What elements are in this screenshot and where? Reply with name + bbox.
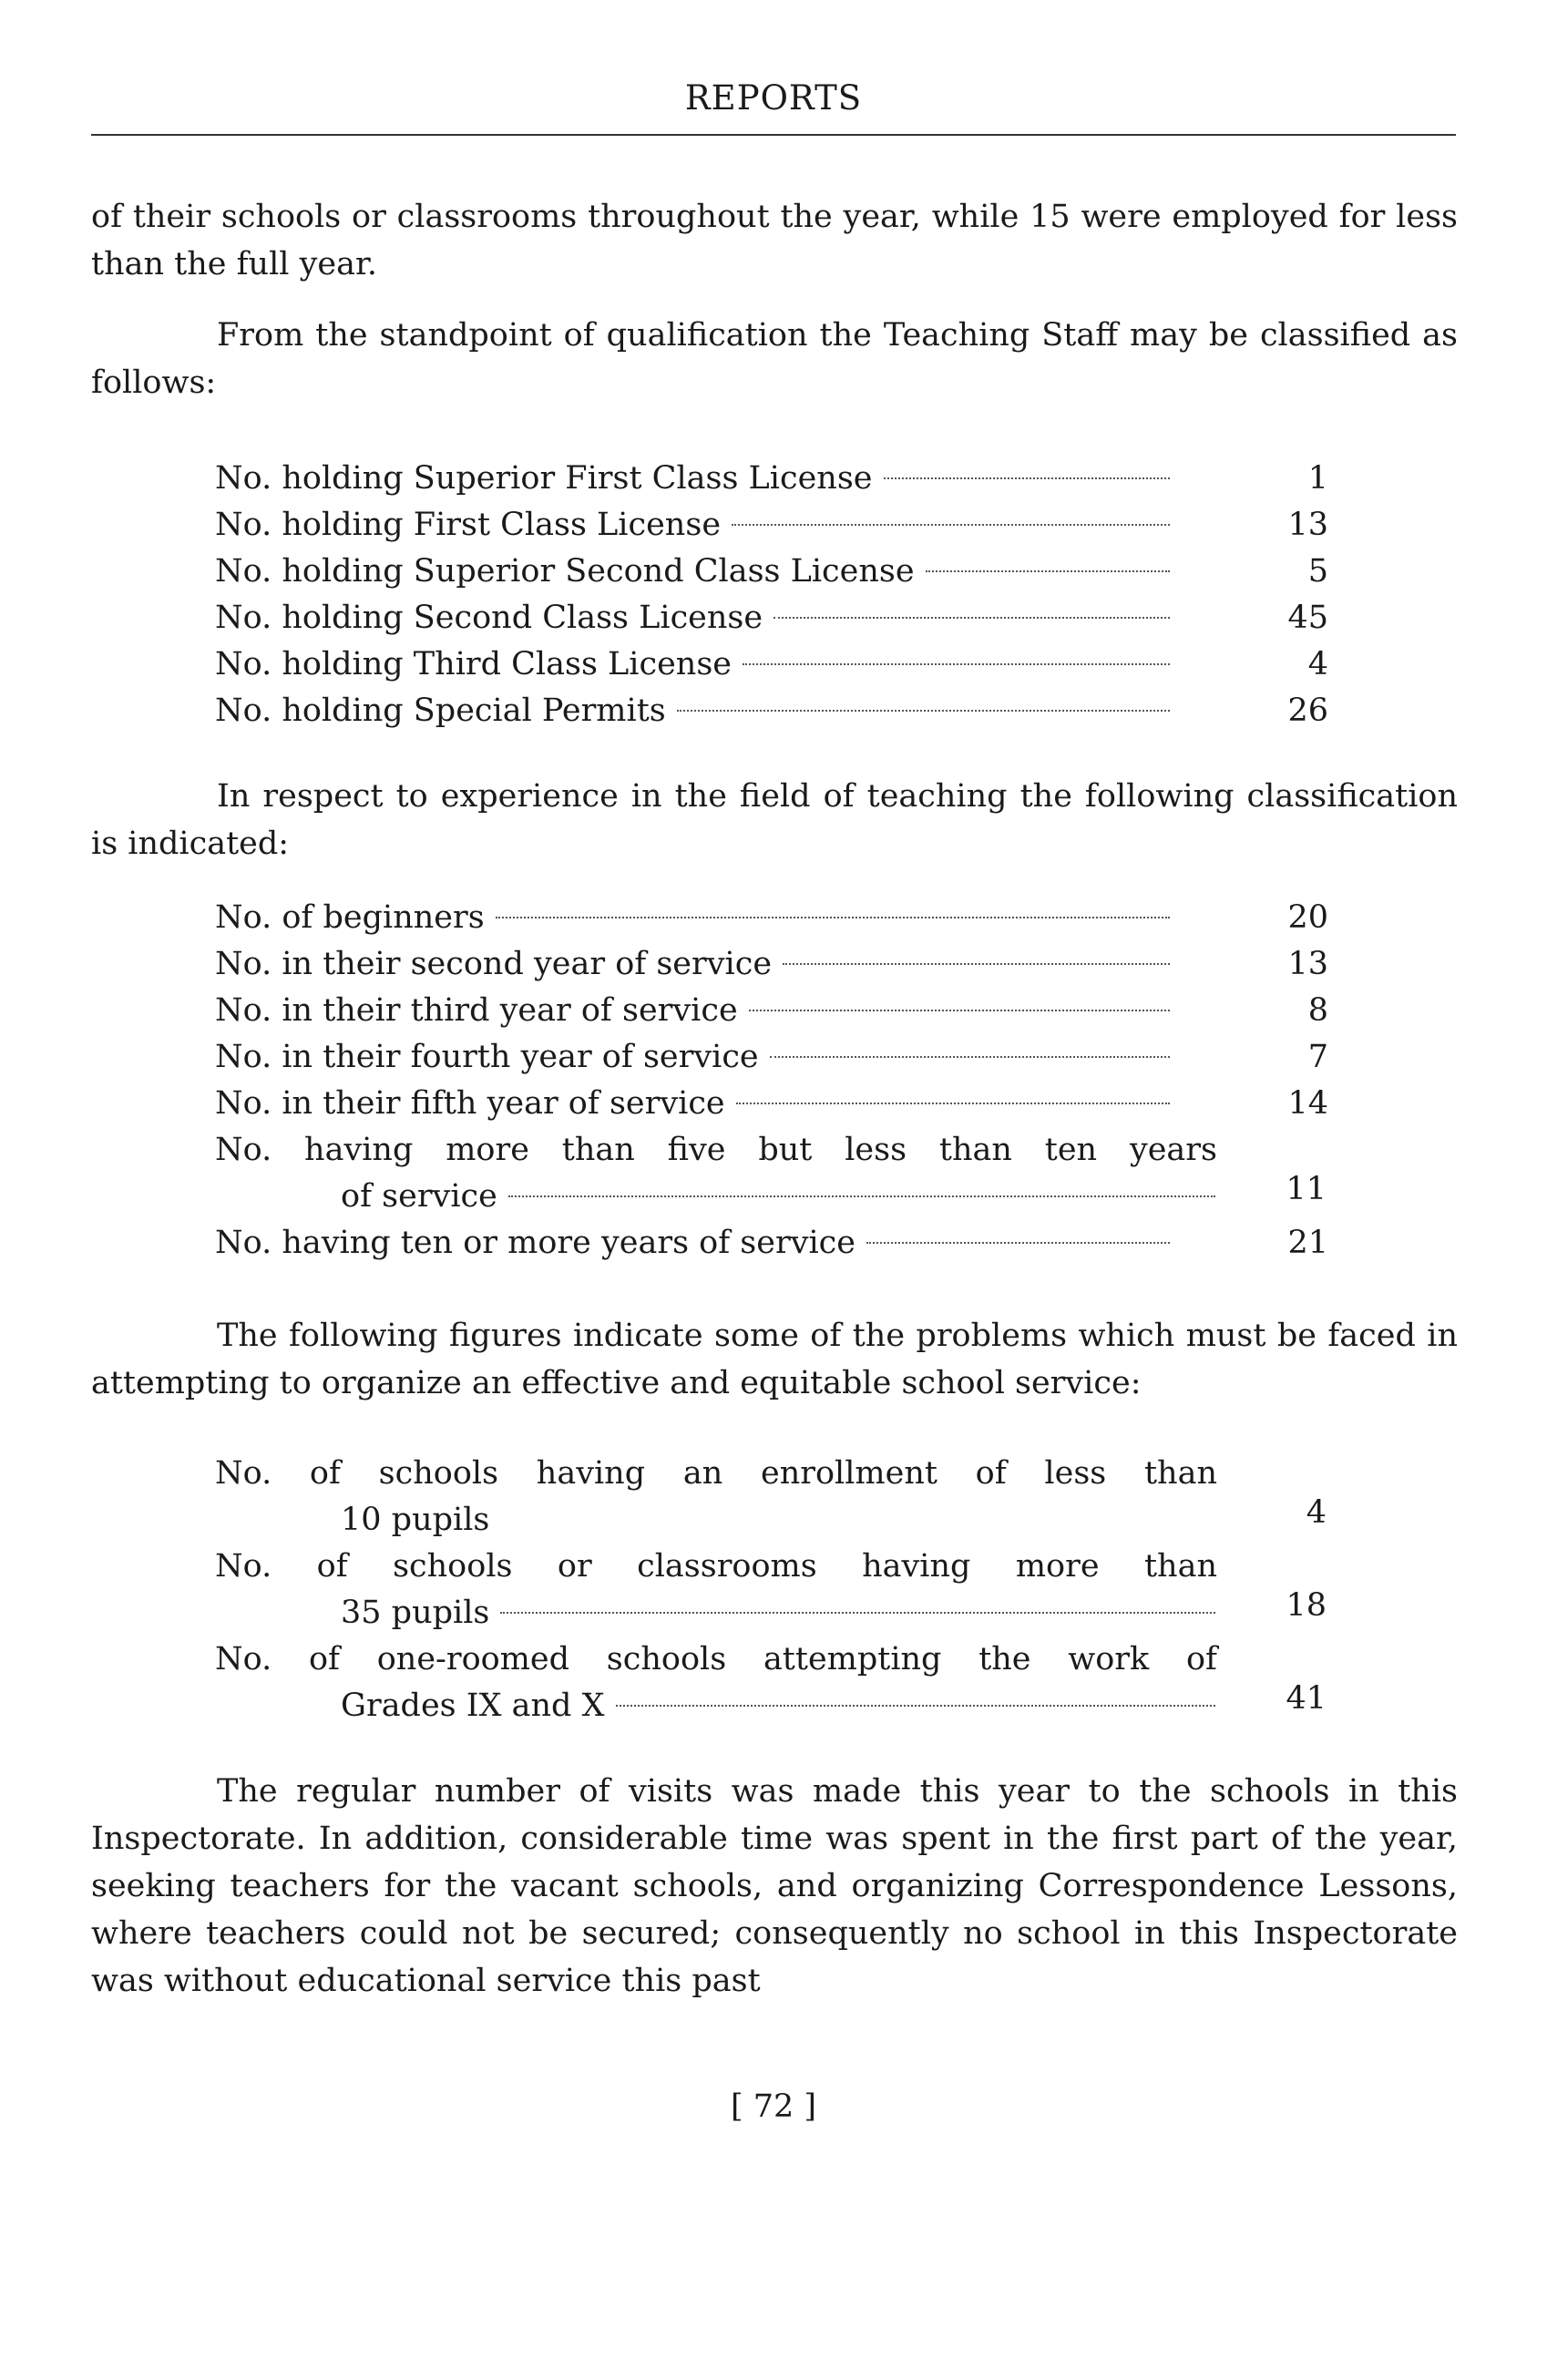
dot-leader: [743, 663, 1170, 665]
page-number: [ 72 ]: [730, 2088, 817, 2125]
dot-leader: [500, 1612, 1215, 1614]
paragraph-visits: The regular number of visits was made this year to the schools in this Inspectorate. In addition, considerable time was spent in the first part of the year, seeking teachers for the vacant schools, and organizing Correspondence Lessons, where teachers could not be secured; consequently no school in this Inspectorate was without educational service this past: [91, 1773, 1458, 1999]
list-item: [215, 1220, 1328, 1267]
item-label: No. in their second year of service: [215, 946, 773, 982]
item-label: No. holding Second Class License: [215, 600, 763, 636]
item-label: No. having ten or more years of service: [215, 1225, 855, 1261]
item-label: No. holding Special Permits: [215, 692, 666, 729]
item-label: No. holding Superior First Class License: [215, 460, 873, 497]
item-value: 14: [1287, 1085, 1328, 1122]
list-item: [215, 595, 1328, 641]
list-item: [215, 1081, 1328, 1127]
item-label-line2: 10 pupils: [341, 1502, 490, 1538]
item-value: 4: [1306, 1494, 1327, 1531]
dot-leader: [774, 617, 1170, 619]
qualification-list: [215, 456, 1328, 734]
item-label: No. in their fifth year of service: [215, 1085, 725, 1122]
item-label: No. in their fourth year of service: [215, 1039, 759, 1075]
item-value: 13: [1287, 946, 1328, 982]
item-label: No. holding Third Class License: [215, 646, 733, 682]
item-label-line1: No. having more than five but less than ten years: [215, 1132, 1217, 1168]
item-value: 5: [1307, 553, 1328, 590]
dot-leader: [732, 524, 1170, 526]
problems-list: [215, 1451, 1328, 1729]
item-label: No. of beginners: [215, 899, 485, 936]
list-item: [215, 688, 1328, 734]
dot-leader: [866, 1242, 1170, 1244]
dot-leader: [770, 1056, 1170, 1058]
list-item: [215, 895, 1328, 941]
item-label-line2: Grades IX and X: [341, 1688, 605, 1724]
list-item: [215, 988, 1328, 1034]
list-item: [215, 502, 1328, 549]
paragraph-continuation: of their schools or classrooms throughout the year, while 15 were employed for less than the full year.: [91, 199, 1458, 282]
list-item: [215, 1636, 1328, 1729]
list-item: [215, 456, 1328, 502]
running-header: REPORTS: [684, 78, 863, 118]
list-item: [215, 549, 1328, 595]
dot-leader: [884, 477, 1170, 479]
item-label: No. holding First Class License: [215, 507, 722, 543]
header-rule: [91, 134, 1456, 136]
item-value: 4: [1307, 646, 1328, 682]
dot-leader: [749, 1010, 1170, 1011]
item-value: 26: [1287, 692, 1328, 729]
dot-leader: [926, 570, 1170, 572]
item-label: No. in their third year of service: [215, 992, 738, 1029]
list-item: [215, 641, 1328, 688]
item-value: 45: [1287, 600, 1328, 636]
item-value: 18: [1286, 1587, 1327, 1624]
item-value: 41: [1286, 1680, 1327, 1717]
item-value: 1: [1307, 460, 1328, 497]
item-value: 8: [1307, 992, 1328, 1029]
paragraph-problems-intro: The following figures indicate some of the problems which must be faced in attempting to organize an effective and equitable school service:: [91, 1318, 1458, 1401]
list-item: [215, 1451, 1328, 1544]
list-item: [215, 1034, 1328, 1081]
item-label-line1: No. of one-roomed schools attempting the work of: [215, 1641, 1217, 1677]
dot-leader: [496, 917, 1170, 918]
dot-leader: [783, 963, 1170, 965]
item-value: 11: [1286, 1171, 1327, 1207]
item-value: 7: [1307, 1039, 1328, 1075]
item-label-line2: of service: [341, 1178, 497, 1215]
item-value: 21: [1287, 1225, 1328, 1261]
list-item: [215, 1127, 1328, 1220]
item-label-line1: No. of schools or classrooms having more than: [215, 1548, 1217, 1585]
item-value: 13: [1287, 507, 1328, 543]
dot-leader: [677, 710, 1170, 712]
dot-leader: [736, 1103, 1170, 1104]
list-item: [215, 1544, 1328, 1636]
paragraph-qualification-intro: From the standpoint of qualification the Teaching Staff may be classified as follows:: [91, 317, 1458, 401]
item-label-line2: 35 pupils: [341, 1595, 490, 1631]
item-label-line1: No. of schools having an enrollment of less than: [215, 1455, 1217, 1492]
paragraph-experience-intro: In respect to experience in the field of teaching the following classification is indicated:: [91, 778, 1458, 862]
list-item: [215, 941, 1328, 988]
item-value: 20: [1287, 899, 1328, 936]
item-label: No. holding Superior Second Class License: [215, 553, 915, 590]
dot-leader: [508, 1195, 1215, 1197]
dot-leader: [616, 1705, 1216, 1707]
experience-list: [215, 895, 1328, 1267]
